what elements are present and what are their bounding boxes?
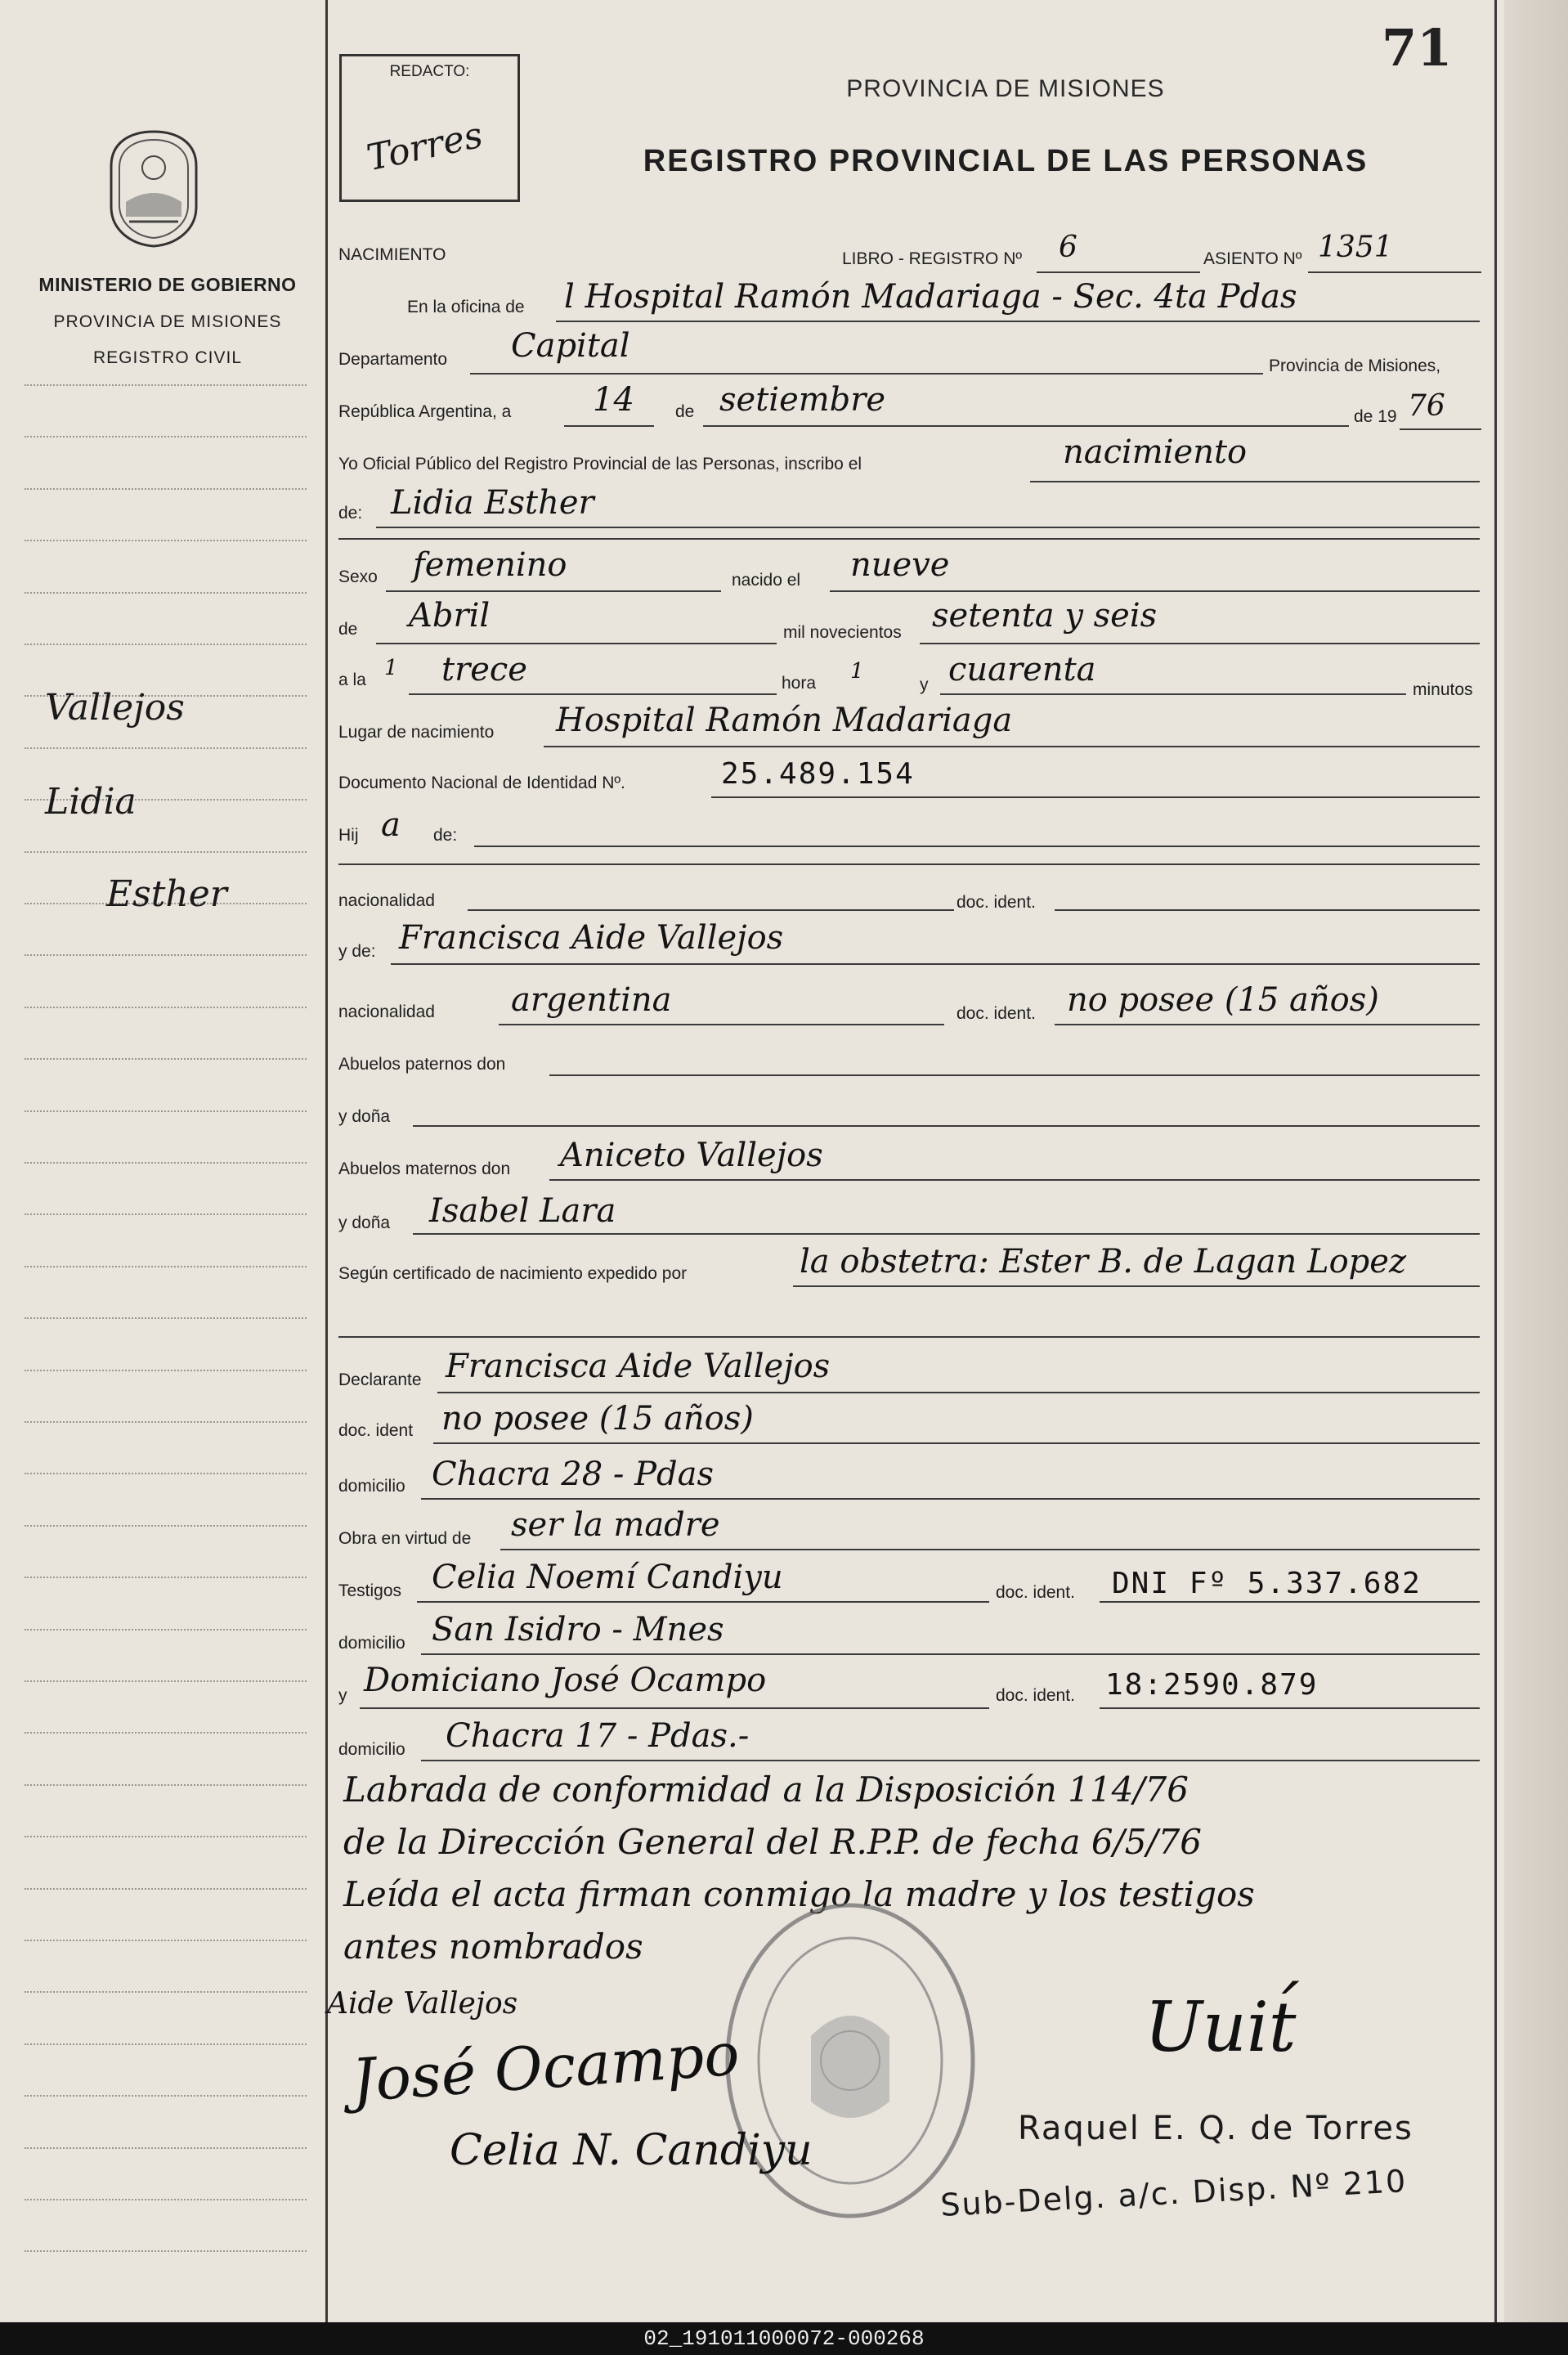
note-line: Leída el acta firman conmigo la madre y los testigos (343, 1874, 1255, 1914)
birth-month-line (376, 643, 777, 644)
declarante-value: Francisca Aide Vallejos (446, 1348, 831, 1385)
nacido-label: nacido el (732, 571, 801, 590)
declarante-doc-label: doc. ident (338, 1421, 414, 1440)
margin-rule-line (25, 1525, 307, 1527)
mil-label: mil novecientos (783, 623, 902, 642)
margin-rule-line (25, 954, 307, 956)
oficina-label: En la oficina de (407, 298, 525, 316)
documento-label: Documento Nacional de Identidad Nº. (338, 774, 625, 792)
declarante-doc-line (433, 1442, 1480, 1444)
margin-rule-line (25, 1007, 307, 1008)
birth-year-line (920, 643, 1480, 644)
margin-rule-line (25, 1421, 307, 1423)
asiento-value: 1351 (1318, 231, 1393, 264)
redacto-box (339, 54, 520, 202)
y-label: y (920, 675, 929, 694)
testigo2-domicilio-line (421, 1760, 1480, 1761)
margin-first-name: Lidia (45, 781, 137, 823)
margin-middle-name: Esther (106, 873, 227, 915)
sexo-line (386, 590, 721, 592)
grandmother-value: Isabel Lara (429, 1192, 616, 1230)
republica-label: República Argentina, a (338, 402, 512, 421)
oficina-line (556, 321, 1480, 322)
mother-doc-label: doc. ident. (956, 1004, 1036, 1023)
libro-label: LIBRO - REGISTRO Nº (842, 249, 1023, 268)
margin-rule-line (25, 436, 307, 437)
witness2-signature: José Ocampo (349, 2019, 742, 2115)
margin-rule-line (25, 1577, 307, 1578)
obra-value: ser la madre (511, 1506, 720, 1544)
year-line (1400, 428, 1481, 430)
nacionalidad-line (468, 909, 954, 911)
mother-signature: Aide Vallejos (327, 1987, 518, 2021)
margin-surname: Vallejos (45, 687, 185, 729)
minutos-label: minutos (1413, 680, 1473, 699)
birth-month-value: Abril (409, 597, 491, 635)
ala-label: a la (338, 671, 366, 689)
paternal-dona-line (413, 1125, 1480, 1127)
official-signature: Uuit́ (1145, 1987, 1297, 2067)
hour-value: trece (441, 651, 527, 689)
margin-rule-line (25, 1732, 307, 1734)
maternal-dona-label: y doña (338, 1213, 391, 1232)
paternal-dona-label: y doña (338, 1107, 391, 1126)
margin-rule-line (25, 2199, 307, 2200)
image-caption: 02_191011000072-000268 (0, 2322, 1568, 2355)
page-edge-shadow (1504, 0, 1568, 2322)
ministry-name: MINISTERIO DE GOBIERNO (38, 274, 297, 295)
grandfather-line (549, 1179, 1480, 1181)
testigo1-doc-label: doc. ident. (996, 1583, 1075, 1602)
witness1-signature: Celia N. Candiyu (450, 2126, 813, 2175)
margin-rule-line (25, 1058, 307, 1060)
margin-rule-line (25, 1317, 307, 1319)
margin-rule-line (25, 1680, 307, 1682)
birth-year-value: setenta y seis (932, 597, 1158, 635)
margin-rule-line (25, 540, 307, 541)
redacto-label: REDACTO: (389, 63, 470, 80)
grandfather-value: Aniceto Vallejos (560, 1137, 823, 1174)
registry-title: REGISTRO PROVINCIAL DE LAS PERSONAS (643, 144, 1369, 178)
certificado-value: la obstetra: Ester B. de Lagan Lopez (800, 1243, 1407, 1281)
margin-rule-line (25, 1473, 307, 1474)
margin-rule-line (25, 747, 307, 749)
margin-rule-line (25, 1162, 307, 1164)
margin-rule-line (25, 1784, 307, 1786)
testigo2-doc-value: 18:2590.879 (1105, 1668, 1319, 1702)
hora-label: hora (782, 674, 817, 693)
documento-line (711, 796, 1480, 798)
margin-rule-line (25, 2043, 307, 2045)
testigo1-domicilio-value: San Isidro - Mnes (432, 1611, 724, 1648)
margin-rule-line (25, 1940, 307, 1941)
doc-ident-label: doc. ident. (956, 893, 1036, 912)
abuelos-maternos-label: Abuelos maternos don (338, 1160, 511, 1178)
testigo1-value: Celia Noemí Candiyu (432, 1559, 783, 1596)
obra-line (500, 1549, 1480, 1550)
lugar-label: Lugar de nacimiento (338, 723, 495, 742)
page-number: 71 (1382, 18, 1453, 78)
lugar-value: Hospital Ramón Madariaga (556, 702, 1013, 739)
mother-yde-label: y de: (338, 942, 376, 961)
documento-value: 25.489.154 (721, 757, 915, 791)
abuelos-paternos-label: Abuelos paternos don (338, 1055, 506, 1074)
lugar-line (544, 746, 1480, 747)
name-de-label: de: (338, 504, 363, 523)
testigo2-line (360, 1707, 989, 1709)
margin-rule-line (25, 1110, 307, 1112)
margin-rule-line (25, 1991, 307, 1993)
margin-rule-line (25, 592, 307, 594)
hij-line (474, 846, 1480, 847)
testigo1-doc-value: DNI Fº 5.337.682 (1112, 1567, 1422, 1600)
nacionalidad-label: nacionalidad (338, 891, 435, 910)
domicilio-label: domicilio (338, 1477, 405, 1496)
departamento-value: Capital (511, 327, 630, 365)
ministry-province: PROVINCIA DE MISIONES (53, 312, 282, 331)
inscribo-line (1030, 481, 1480, 482)
ala-value: 1 (384, 656, 398, 680)
ministry-registry: REGISTRO CIVIL (92, 348, 243, 367)
margin-rule-line (25, 1629, 307, 1631)
margin-rule-line (25, 488, 307, 490)
margin-rule-line (25, 2095, 307, 2097)
oficial-text: Yo Oficial Público del Registro Provincial de las Personas, inscribo el (338, 455, 862, 473)
domicilio-value: Chacra 28 - Pdas (432, 1456, 715, 1493)
testigo2-domicilio-value: Chacra 17 - Pdas.- (446, 1717, 750, 1755)
mother-doc-line (1055, 1024, 1480, 1025)
declarante-line (437, 1392, 1480, 1393)
margin-rule-line (25, 644, 307, 645)
name-line (376, 527, 1480, 528)
declarante-label: Declarante (338, 1370, 422, 1389)
testigo2-doc-line (1100, 1707, 1480, 1709)
margin-rule-line (25, 851, 307, 853)
mother-value: Francisca Aide Vallejos (399, 919, 784, 957)
margin-rule-line (25, 1213, 307, 1215)
year-label: de 19 (1354, 407, 1397, 426)
testigo1-doc-line (1100, 1601, 1480, 1603)
mother-doc-value: no posee (15 años) (1067, 981, 1379, 1019)
testigos-label: Testigos (338, 1581, 402, 1600)
hour-line (409, 693, 777, 695)
provincia-label: Provincia de Misiones, (1269, 357, 1441, 375)
note-line: antes nombrados (343, 1927, 643, 1967)
sexo-label: Sexo (338, 567, 378, 586)
certificado-line-2 (338, 1336, 1480, 1338)
month-value: setiembre (719, 381, 886, 419)
obra-label: Obra en virtud de (338, 1529, 472, 1548)
certificado-line (793, 1285, 1480, 1287)
minutes-value: cuarenta (948, 651, 1096, 689)
domicilio-line (421, 1498, 1480, 1500)
nacido-value: nueve (850, 546, 950, 584)
birth-de-label: de (338, 620, 358, 639)
testigo2-doc-label: doc. ident. (996, 1686, 1075, 1705)
asiento-line (1308, 271, 1481, 273)
official-stamp (719, 1897, 981, 2224)
testigo2-value: Domiciano José Ocampo (364, 1662, 767, 1699)
de-label: de (675, 402, 695, 421)
margin-rule-line (25, 1266, 307, 1267)
departamento-label: Departamento (338, 350, 448, 369)
hij-value: a (381, 806, 401, 844)
nacimiento-label: NACIMIENTO (338, 245, 446, 264)
testigo2-y-label: y (338, 1686, 347, 1705)
departamento-line (470, 373, 1263, 375)
inscribo-value: nacimiento (1063, 433, 1248, 471)
note-line: Labrada de conformidad a la Disposición 114/76 (343, 1770, 1189, 1810)
province-seal-icon (105, 127, 203, 249)
year-value: 76 (1408, 389, 1445, 423)
libro-value: 6 (1059, 231, 1077, 264)
margin-rule-line (25, 384, 307, 386)
mother-line (391, 963, 1480, 965)
nacido-line (830, 590, 1480, 592)
official-name: Raquel E. Q. de Torres (1018, 2110, 1413, 2147)
mother-nacionalidad-label: nacionalidad (338, 1003, 435, 1021)
name-value: Lidia Esther (391, 484, 594, 522)
mother-nationality-value: argentina (511, 981, 672, 1019)
hij-label: Hij (338, 826, 359, 845)
testigo1-domicilio-label: domicilio (338, 1634, 405, 1653)
day-line (564, 425, 654, 427)
name-line-2 (338, 538, 1480, 540)
asiento-label: ASIENTO Nº (1203, 249, 1302, 268)
oficina-value: l Hospital Ramón Madariaga - Sec. 4ta Pdas (564, 278, 1297, 316)
minutes-line (940, 693, 1406, 695)
day-value: 14 (593, 381, 634, 419)
testigo2-domicilio-label: domicilio (338, 1740, 405, 1759)
libro-line (1037, 271, 1200, 273)
margin-rule-line (25, 1888, 307, 1890)
header-province: PROVINCIA DE MISIONES (846, 75, 1165, 102)
certificado-label: Según certificado de nacimiento expedido por (338, 1264, 688, 1283)
note-line: de la Dirección General del R.P.P. de fecha 6/5/76 (343, 1822, 1203, 1862)
margin-rule-line (25, 2250, 307, 2252)
sexo-value: femenino (413, 546, 567, 584)
margin-rule-line (25, 1836, 307, 1837)
right-margin-rule (1494, 0, 1497, 2322)
hij-line-2 (338, 864, 1480, 865)
testigo1-domicilio-line (421, 1653, 1480, 1655)
hij-de-label: de: (433, 826, 458, 845)
grandmother-line (413, 1233, 1480, 1235)
abuelos-paternos-line (549, 1074, 1480, 1076)
hora-value: 1 (850, 659, 864, 684)
doc-ident-line (1055, 909, 1480, 911)
declarante-doc-value: no posee (15 años) (441, 1400, 754, 1438)
testigo1-line (417, 1601, 989, 1603)
mother-nationality-line (499, 1024, 944, 1025)
redacto-value: Torres (363, 114, 486, 180)
left-margin-rule (325, 0, 328, 2322)
official-title: Sub-Delg. a/c. Disp. Nº 210 (939, 2163, 1409, 2223)
margin-rule-line (25, 2147, 307, 2149)
margin-rule-line (25, 1370, 307, 1371)
month-line (703, 425, 1349, 427)
